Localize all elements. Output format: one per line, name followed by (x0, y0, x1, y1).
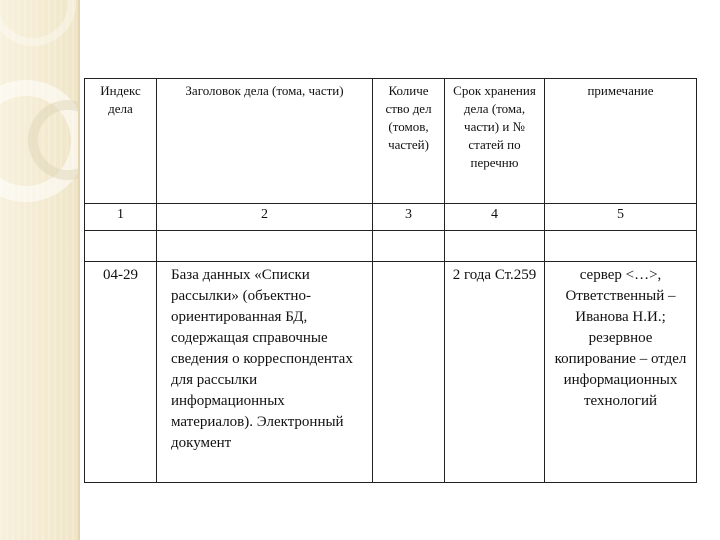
header-text: Заголовок дела (тома, части) (185, 83, 344, 98)
header-text: примечание (587, 83, 654, 98)
decorative-sidebar (0, 0, 80, 540)
column-number: 4 (445, 204, 545, 231)
header-cell-note (545, 79, 697, 204)
empty-cell (85, 231, 157, 262)
record-title: База данных «Списки рассылки» (объектно-ориентированная БД, содержащая справочные сведения о корреспондентах для рассылки информационных материалов). Электронный документ (157, 262, 373, 483)
header-cell-retention (445, 79, 545, 204)
record-retention: 2 года Ст.259 (445, 262, 545, 483)
empty-cell (373, 231, 445, 262)
record-index: 04-29 (85, 262, 157, 483)
header-text: Срок хранения дела (тома, части) и № статей по перечню (453, 83, 536, 170)
empty-row (85, 231, 697, 262)
header-cell-count (373, 79, 445, 204)
column-number-row (85, 204, 697, 231)
header-cell-title (157, 79, 373, 204)
column-number: 2 (157, 204, 373, 231)
column-number: 3 (373, 204, 445, 231)
sidebar-divider (78, 0, 80, 540)
column-number: 1 (85, 204, 157, 231)
table-row (85, 262, 697, 483)
header-row (85, 79, 697, 204)
empty-cell (157, 231, 373, 262)
empty-cell (445, 231, 545, 262)
records-table (84, 78, 697, 483)
header-text: Количе ство дел (томов, частей) (385, 83, 432, 152)
record-note: сервер <…>, Ответственный – Иванова Н.И.; резервное копирование – отдел информационных технологий (545, 262, 697, 483)
record-count (373, 262, 445, 483)
header-text: Индекс дела (100, 83, 141, 116)
column-number: 5 (545, 204, 697, 231)
empty-cell (545, 231, 697, 262)
header-cell-index (85, 79, 157, 204)
